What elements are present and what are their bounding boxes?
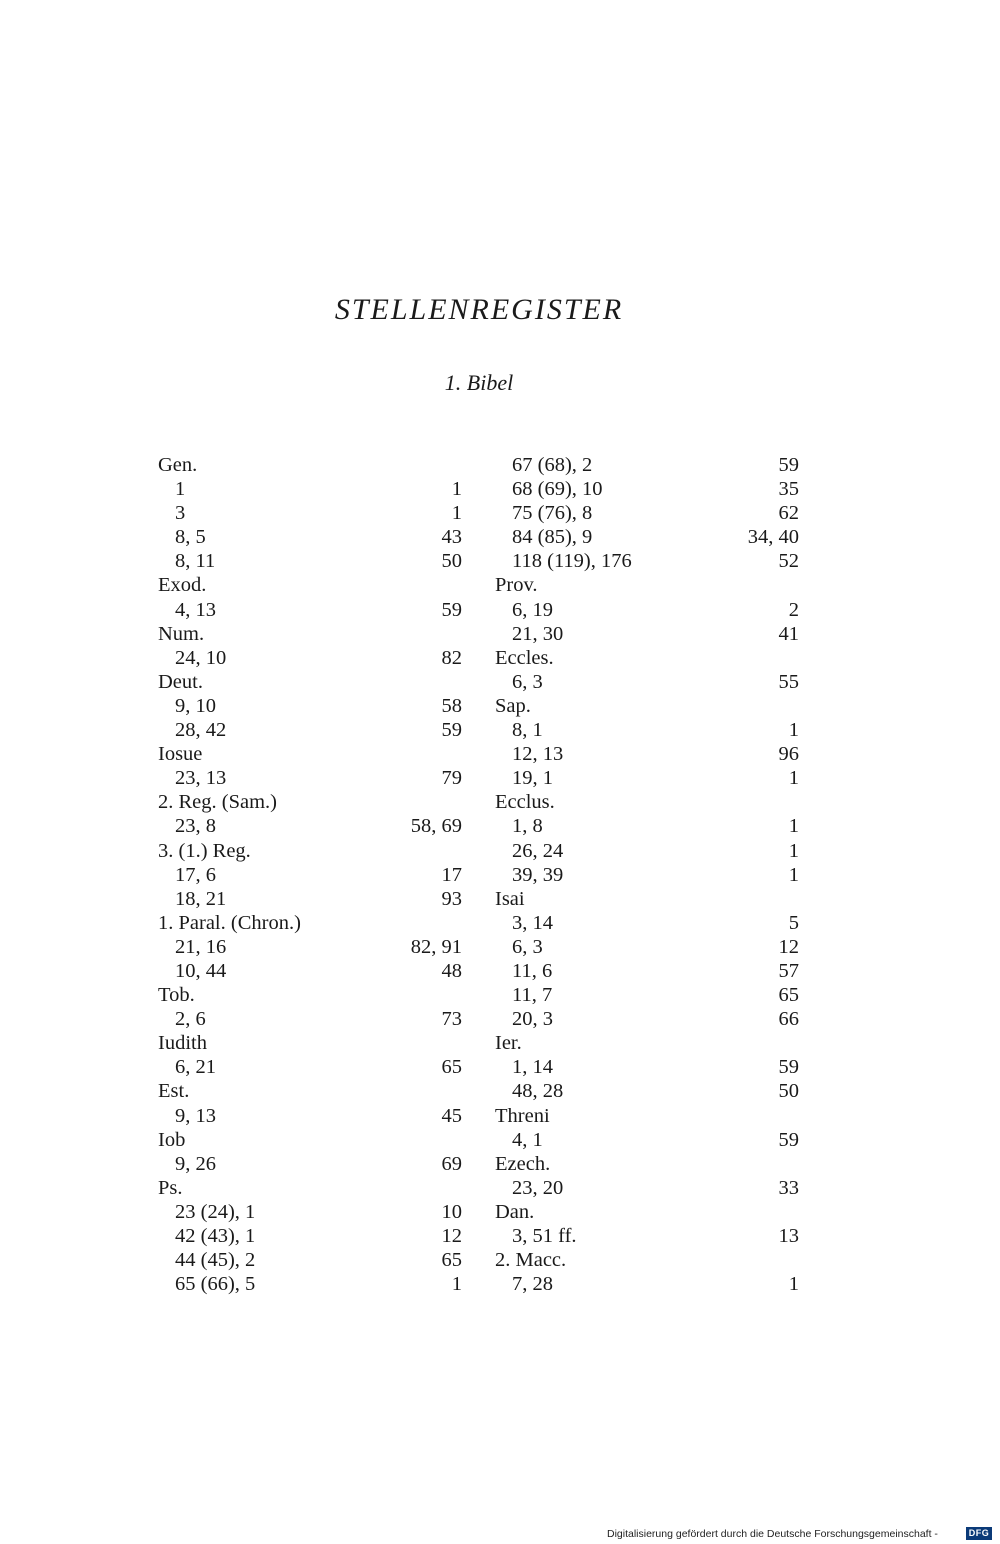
book-name: Ier. <box>495 1032 522 1055</box>
funding-note: Digitalisierung gefördert durch die Deutsche Forschungsgemeinschaft - <box>607 1528 938 1540</box>
index-entry <box>495 766 799 790</box>
verse-reference: 23, 20 <box>512 1176 564 1199</box>
book-name: Prov. <box>495 574 538 597</box>
verse-reference: 11, 7 <box>512 984 553 1007</box>
book-heading <box>158 1031 462 1055</box>
verse-reference: 4, 1 <box>512 1128 543 1151</box>
verse-reference: 21, 16 <box>175 935 227 958</box>
verse-reference: 48, 28 <box>512 1080 564 1103</box>
index-entry <box>495 742 799 766</box>
book-heading <box>495 1248 799 1272</box>
verse-reference: 6, 3 <box>512 935 543 958</box>
page-number: 69 <box>441 1152 462 1175</box>
book-name: Dan. <box>495 1200 535 1223</box>
book-heading <box>495 694 799 718</box>
verse-reference: 20, 3 <box>512 1008 553 1031</box>
page-number: 2 <box>788 598 799 621</box>
verse-reference: 8, 11 <box>175 550 216 573</box>
verse-reference: 2, 6 <box>175 1008 206 1031</box>
book-name: 2. Reg. (Sam.) <box>158 791 277 814</box>
page-number: 33 <box>778 1176 799 1199</box>
index-entry <box>158 1224 462 1248</box>
index-entry <box>158 477 462 501</box>
index-entry <box>495 839 799 863</box>
book-heading <box>495 1104 799 1128</box>
book-name: Deut. <box>158 670 203 693</box>
page-number: 43 <box>441 526 462 549</box>
page-number: 35 <box>778 478 799 501</box>
index-entry <box>158 549 462 573</box>
verse-reference: 8, 1 <box>512 719 543 742</box>
page-number: 1 <box>788 839 799 862</box>
page-number: 57 <box>778 959 799 982</box>
verse-reference: 23, 13 <box>175 767 227 790</box>
index-entry <box>495 718 799 742</box>
index-entry <box>158 1007 462 1031</box>
book-heading <box>495 1200 799 1224</box>
book-name: Exod. <box>158 574 207 597</box>
index-entry <box>158 598 462 622</box>
page-number: 79 <box>441 767 462 790</box>
book-heading <box>158 790 462 814</box>
index-entry <box>158 1055 462 1079</box>
page-number: 59 <box>441 598 462 621</box>
book-heading <box>495 1031 799 1055</box>
index-entry <box>158 814 462 838</box>
verse-reference: 23, 8 <box>175 815 216 838</box>
verse-reference: 9, 26 <box>175 1152 216 1175</box>
index-entry <box>495 1055 799 1079</box>
index-entry <box>158 1104 462 1128</box>
index-entry <box>158 766 462 790</box>
index-entry <box>495 549 799 573</box>
book-name: Eccles. <box>495 646 554 669</box>
page-number: 1 <box>451 502 462 525</box>
page-number: 58 <box>441 694 462 717</box>
index-entry <box>495 983 799 1007</box>
dfg-logo: DFG <box>966 1527 992 1540</box>
verse-reference: 67 (68), 2 <box>512 454 593 476</box>
book-heading <box>495 573 799 597</box>
verse-reference: 42 (43), 1 <box>175 1225 256 1247</box>
page-number: 45 <box>441 1104 462 1127</box>
book-name: Ps. <box>158 1176 183 1199</box>
verse-reference: 1, 14 <box>512 1056 553 1079</box>
book-name: Iosue <box>158 743 203 766</box>
index-entry <box>158 1200 462 1224</box>
verse-reference: 3 <box>175 502 186 525</box>
index-column-right <box>495 453 799 1296</box>
index-entry <box>495 814 799 838</box>
book-name: Iob <box>158 1128 186 1151</box>
index-entry <box>158 1152 462 1176</box>
verse-reference: 7, 28 <box>512 1273 553 1296</box>
book-heading <box>158 573 462 597</box>
book-heading <box>158 839 462 863</box>
page-number: 66 <box>778 1008 799 1031</box>
verse-reference: 17, 6 <box>175 863 216 886</box>
page-number: 1 <box>451 478 462 501</box>
book-heading <box>158 742 462 766</box>
verse-reference: 68 (69), 10 <box>512 478 603 501</box>
book-name: 3. (1.) Reg. <box>158 839 251 862</box>
verse-reference: 118 (119), 176 <box>512 550 632 573</box>
book-name: Est. <box>158 1080 190 1103</box>
page-number: 17 <box>441 863 462 886</box>
book-heading <box>158 1079 462 1103</box>
verse-reference: 39, 39 <box>512 863 564 886</box>
page-number: 1 <box>788 719 799 742</box>
page-number: 65 <box>441 1056 462 1079</box>
page-number: 34, 40 <box>747 526 799 549</box>
page-number: 58, 69 <box>410 815 462 838</box>
book-name: Iudith <box>158 1032 207 1055</box>
verse-reference: 3, 14 <box>512 911 553 934</box>
book-heading <box>158 1128 462 1152</box>
verse-reference: 6, 3 <box>512 670 543 693</box>
book-heading <box>158 622 462 646</box>
verse-reference: 9, 13 <box>175 1104 216 1127</box>
page-number: 55 <box>778 670 799 693</box>
index-entry <box>495 1007 799 1031</box>
page-number: 65 <box>441 1249 462 1272</box>
page-number: 65 <box>778 984 799 1007</box>
index-entry <box>495 501 799 525</box>
verse-reference: 84 (85), 9 <box>512 526 593 549</box>
page-number: 82 <box>441 646 462 669</box>
page-number: 1 <box>788 863 799 886</box>
verse-reference: 19, 1 <box>512 767 553 790</box>
verse-reference: 12, 13 <box>512 743 564 766</box>
book-name: 2. Macc. <box>495 1249 567 1272</box>
page-number: 62 <box>778 502 799 525</box>
page-number: 59 <box>778 454 799 476</box>
verse-reference: 9, 10 <box>175 694 216 717</box>
index-entry <box>158 718 462 742</box>
verse-reference: 8, 5 <box>175 526 206 549</box>
verse-reference: 75 (76), 8 <box>512 502 593 525</box>
book-heading <box>495 646 799 670</box>
index-entry <box>495 1224 799 1248</box>
page-number: 59 <box>778 1056 799 1079</box>
index-entry <box>158 1272 462 1296</box>
section-heading: 1. Bibel <box>444 370 514 395</box>
verse-reference: 21, 30 <box>512 622 564 645</box>
book-heading <box>158 911 462 935</box>
book-name: Ezech. <box>495 1152 551 1175</box>
index-entry <box>495 1272 799 1296</box>
book-heading <box>495 790 799 814</box>
page-number: 1 <box>788 767 799 790</box>
verse-reference: 1, 8 <box>512 815 543 838</box>
verse-reference: 24, 10 <box>175 646 227 669</box>
index-entry <box>495 1079 799 1103</box>
page-number: 50 <box>778 1080 799 1103</box>
index-entry <box>495 598 799 622</box>
index-entry <box>495 1128 799 1152</box>
page-number: 41 <box>778 622 799 645</box>
index-entry <box>495 477 799 501</box>
verse-reference: 23 (24), 1 <box>175 1200 256 1223</box>
page-number: 1 <box>451 1273 462 1296</box>
verse-reference: 6, 19 <box>512 598 553 621</box>
verse-reference: 1 <box>175 478 186 501</box>
index-entry <box>495 670 799 694</box>
index-entry <box>495 525 799 549</box>
page-number: 10 <box>441 1200 462 1223</box>
verse-reference: 3, 51 ff. <box>512 1225 577 1247</box>
verse-reference: 4, 13 <box>175 598 216 621</box>
index-entry <box>495 1176 799 1200</box>
index-entry <box>495 863 799 887</box>
index-entry <box>495 453 799 477</box>
book-name: Ecclus. <box>495 791 555 814</box>
verse-reference: 28, 42 <box>175 719 227 742</box>
index-entry <box>495 911 799 935</box>
page-number: 12 <box>441 1225 462 1247</box>
page-title: STELLENREGISTER <box>334 293 624 326</box>
index-entry <box>158 959 462 983</box>
page-number: 1 <box>788 815 799 838</box>
page-number: 5 <box>788 911 799 934</box>
index-entry <box>158 525 462 549</box>
book-name: Num. <box>158 622 205 645</box>
index-column-left <box>158 453 462 1296</box>
page-number: 73 <box>441 1008 462 1031</box>
page-number: 13 <box>778 1225 799 1247</box>
verse-reference: 26, 24 <box>512 839 564 862</box>
index-entry <box>158 1248 462 1272</box>
verse-reference: 11, 6 <box>512 959 553 982</box>
index-entry <box>158 646 462 670</box>
book-heading <box>158 983 462 1007</box>
book-heading <box>158 453 462 477</box>
page-number: 82, 91 <box>410 935 462 958</box>
verse-reference: 10, 44 <box>175 959 227 982</box>
index-entry <box>158 887 462 911</box>
page-number: 93 <box>441 887 462 910</box>
book-name: 1. Paral. (Chron.) <box>158 911 301 934</box>
page-number: 50 <box>441 550 462 573</box>
verse-reference: 44 (45), 2 <box>175 1249 256 1272</box>
verse-reference: 6, 21 <box>175 1056 216 1079</box>
book-name: Threni <box>495 1104 550 1127</box>
page-number: 59 <box>441 719 462 742</box>
book-name: Sap. <box>495 694 531 717</box>
index-entry <box>495 622 799 646</box>
page-number: 52 <box>778 550 799 573</box>
index-entry <box>495 959 799 983</box>
verse-reference: 18, 21 <box>175 887 227 910</box>
index-entry <box>158 863 462 887</box>
book-heading <box>495 1152 799 1176</box>
page-number: 96 <box>778 743 799 766</box>
index-entry <box>495 935 799 959</box>
page-number: 12 <box>778 935 799 958</box>
book-heading <box>158 1176 462 1200</box>
verse-reference: 65 (66), 5 <box>175 1273 256 1296</box>
book-heading <box>495 887 799 911</box>
page-number: 1 <box>788 1273 799 1296</box>
page-number: 59 <box>778 1128 799 1151</box>
index-entry <box>158 935 462 959</box>
index-entry <box>158 694 462 718</box>
book-name: Gen. <box>158 454 198 476</box>
index-entry <box>158 501 462 525</box>
book-heading <box>158 670 462 694</box>
page-number: 48 <box>441 959 462 982</box>
book-name: Isai <box>495 887 525 910</box>
book-name: Tob. <box>158 984 195 1007</box>
